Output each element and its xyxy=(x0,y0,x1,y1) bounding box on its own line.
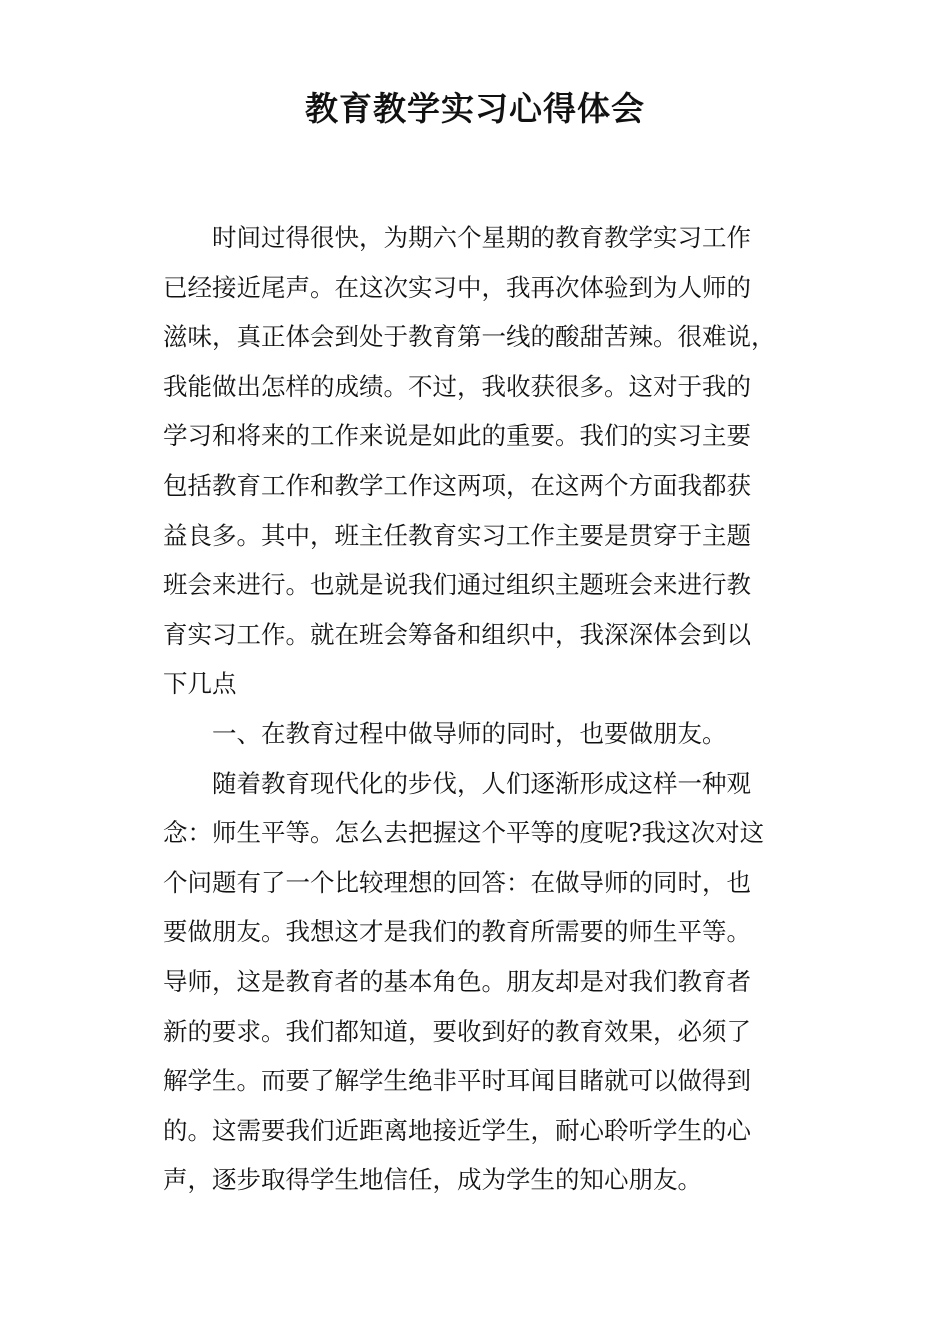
document-title: 教育教学实习心得体会 xyxy=(305,89,645,128)
paragraph-line: 我能做出怎样的成绩。不过，我收获很多。这对于我的 xyxy=(163,371,751,401)
paragraph-line: 包括教育工作和教学工作这两项，在这两个方面我都获 xyxy=(163,470,751,500)
paragraph-line: 念：师生平等。怎么去把握这个平等的度呢?我这次对这 xyxy=(163,818,765,848)
paragraph-line: 学习和将来的工作来说是如此的重要。我们的实习主要 xyxy=(163,421,751,451)
paragraph-line: 下几点 xyxy=(163,669,237,699)
paragraph-line: 班会来进行。也就是说我们通过组织主题班会来进行教 xyxy=(163,570,751,600)
paragraph-line: 新的要求。我们都知道，要收到好的教育效果，必须了 xyxy=(163,1016,751,1046)
paragraph-line: 声，逐步取得学生地信任，成为学生的知心朋友。 xyxy=(163,1165,702,1195)
paragraph-line: 要做朋友。我想这才是我们的教育所需要的师生平等。 xyxy=(163,917,751,947)
paragraph-line: 的。这需要我们近距离地接近学生，耐心聆听学生的心 xyxy=(163,1115,751,1145)
paragraph-line: 解学生。而要了解学生绝非平时耳闻目睹就可以做得到 xyxy=(163,1066,751,1096)
paragraph-line: 导师，这是教育者的基本角色。朋友却是对我们教育者 xyxy=(163,966,751,996)
paragraph-line: 随着教育现代化的步伐，人们逐渐形成这样一种观 xyxy=(212,768,751,798)
document-body xyxy=(163,213,793,1205)
paragraph-line: 滋味，真正体会到处于教育第一线的酸甜苦辣。很难说， xyxy=(163,322,776,352)
section-heading: 一、在教育过程中做导师的同时，也要做朋友。 xyxy=(212,718,727,748)
paragraph-line: 个问题有了一个比较理想的回答：在做导师的同时，也 xyxy=(163,867,751,897)
paragraph-line: 时间过得很快，为期六个星期的教育教学实习工作 xyxy=(212,223,751,252)
paragraph-line: 育实习工作。就在班会筹备和组织中，我深深体会到以 xyxy=(163,619,751,649)
paragraph-line: 已经接近尾声。在这次实习中，我再次体验到为人师的 xyxy=(163,272,751,302)
paragraph-line: 益良多。其中，班主任教育实习工作主要是贯穿于主题 xyxy=(163,520,751,550)
